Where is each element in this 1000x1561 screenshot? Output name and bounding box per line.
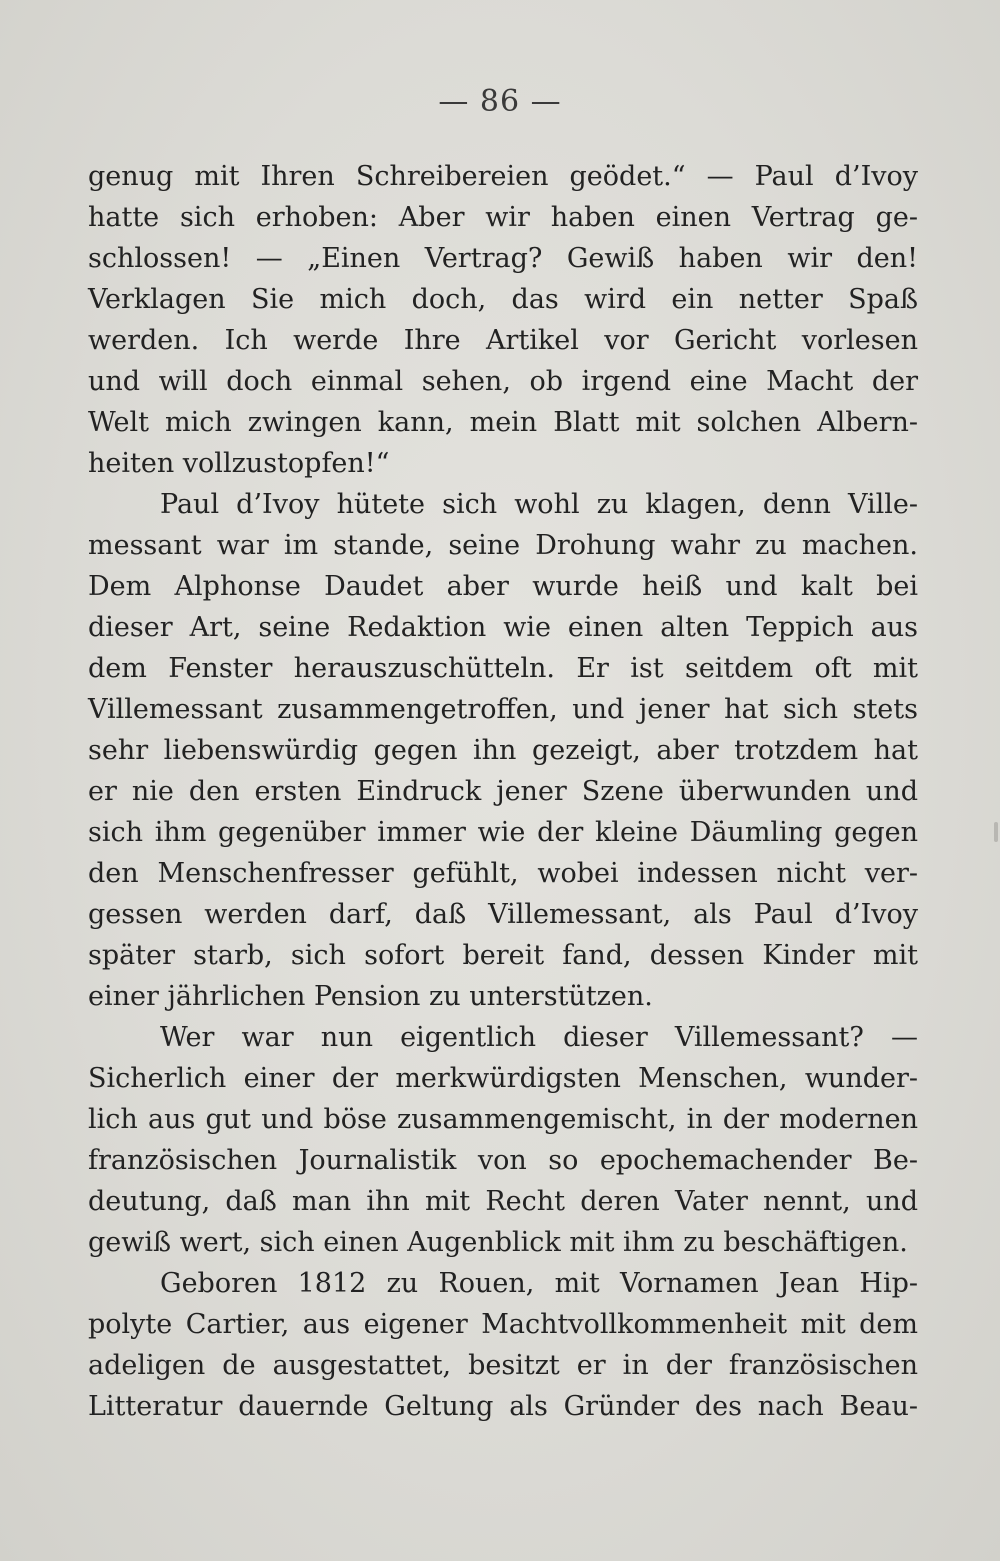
text-line: er nie den ersten Eindruck jener Szene überwunden und [88,776,918,807]
text-line: den Menschenfresser gefühlt, wobei indessen nicht ver- [88,858,918,889]
text-line: Verklagen Sie mich doch, das wird ein netter Spaß [88,284,918,315]
text-line: Geboren 1812 zu Rouen, mit Vornamen Jean Hip- [160,1268,918,1299]
text-line: und will doch einmal sehen, ob irgend eine Macht der [88,366,918,397]
text-line: Welt mich zwingen kann, mein Blatt mit solchen Albern- [88,407,918,438]
text-line: messant war im stande, seine Drohung wahr zu machen. [88,530,918,561]
text-line: Paul d’Ivoy hütete sich wohl zu klagen, denn Ville- [160,489,918,520]
text-line: lich aus gut und böse zusammengemischt, in der modernen [88,1104,918,1135]
text-line: hatte sich erhoben: Aber wir haben einen Vertrag ge- [88,202,918,233]
text-line: werden. Ich werde Ihre Artikel vor Gericht vorlesen [88,325,918,356]
text-line: genug mit Ihren Schreibereien geödet.“ — Paul d’Ivoy [88,161,918,192]
text-line: dieser Art, seine Redaktion wie einen alten Teppich aus [88,612,918,643]
text-line: schlossen! — „Einen Vertrag? Gewiß haben wir den! [88,243,918,274]
text-line: sehr liebenswürdig gegen ihn gezeigt, aber trotzdem hat [88,735,918,766]
text-line: Litteratur dauernde Geltung als Gründer des nach Beau- [88,1391,918,1422]
text-line: später starb, sich sofort bereit fand, dessen Kinder mit [88,940,918,971]
text-line: gessen werden darf, daß Villemessant, als Paul d’Ivoy [88,899,918,930]
text-line: Villemessant zusammengetroffen, und jener hat sich stets [88,694,918,725]
text-line: heiten vollzustopfen!“ [88,448,390,479]
text-line: gewiß wert, sich einen Augenblick mit ihm zu beschäftigen. [88,1227,908,1258]
text-line: französischen Journalistik von so epochemachender Be- [88,1145,918,1176]
body-text [88,156,918,1427]
text-line: Sicherlich einer der merkwürdigsten Menschen, wunder- [88,1063,918,1094]
text-line: polyte Cartier, aus eigener Machtvollkommenheit mit dem [88,1309,918,1340]
text-line: adeligen de ausgestattet, besitzt er in der französischen [88,1350,918,1381]
text-line: deutung, daß man ihn mit Recht deren Vater nennt, und [88,1186,918,1217]
page-edge-mark [994,822,998,842]
text-line: Dem Alphonse Daudet aber wurde heiß und kalt bei [88,571,918,602]
text-line: sich ihm gegenüber immer wie der kleine Däumling gegen [88,817,918,848]
text-line: dem Fenster herauszuschütteln. Er ist seitdem oft mit [88,653,918,684]
page-number: — 86 — [438,84,562,119]
text-line: einer jährlichen Pension zu unterstützen. [88,981,653,1012]
text-line: Wer war nun eigentlich dieser Villemessant? — [160,1022,918,1053]
